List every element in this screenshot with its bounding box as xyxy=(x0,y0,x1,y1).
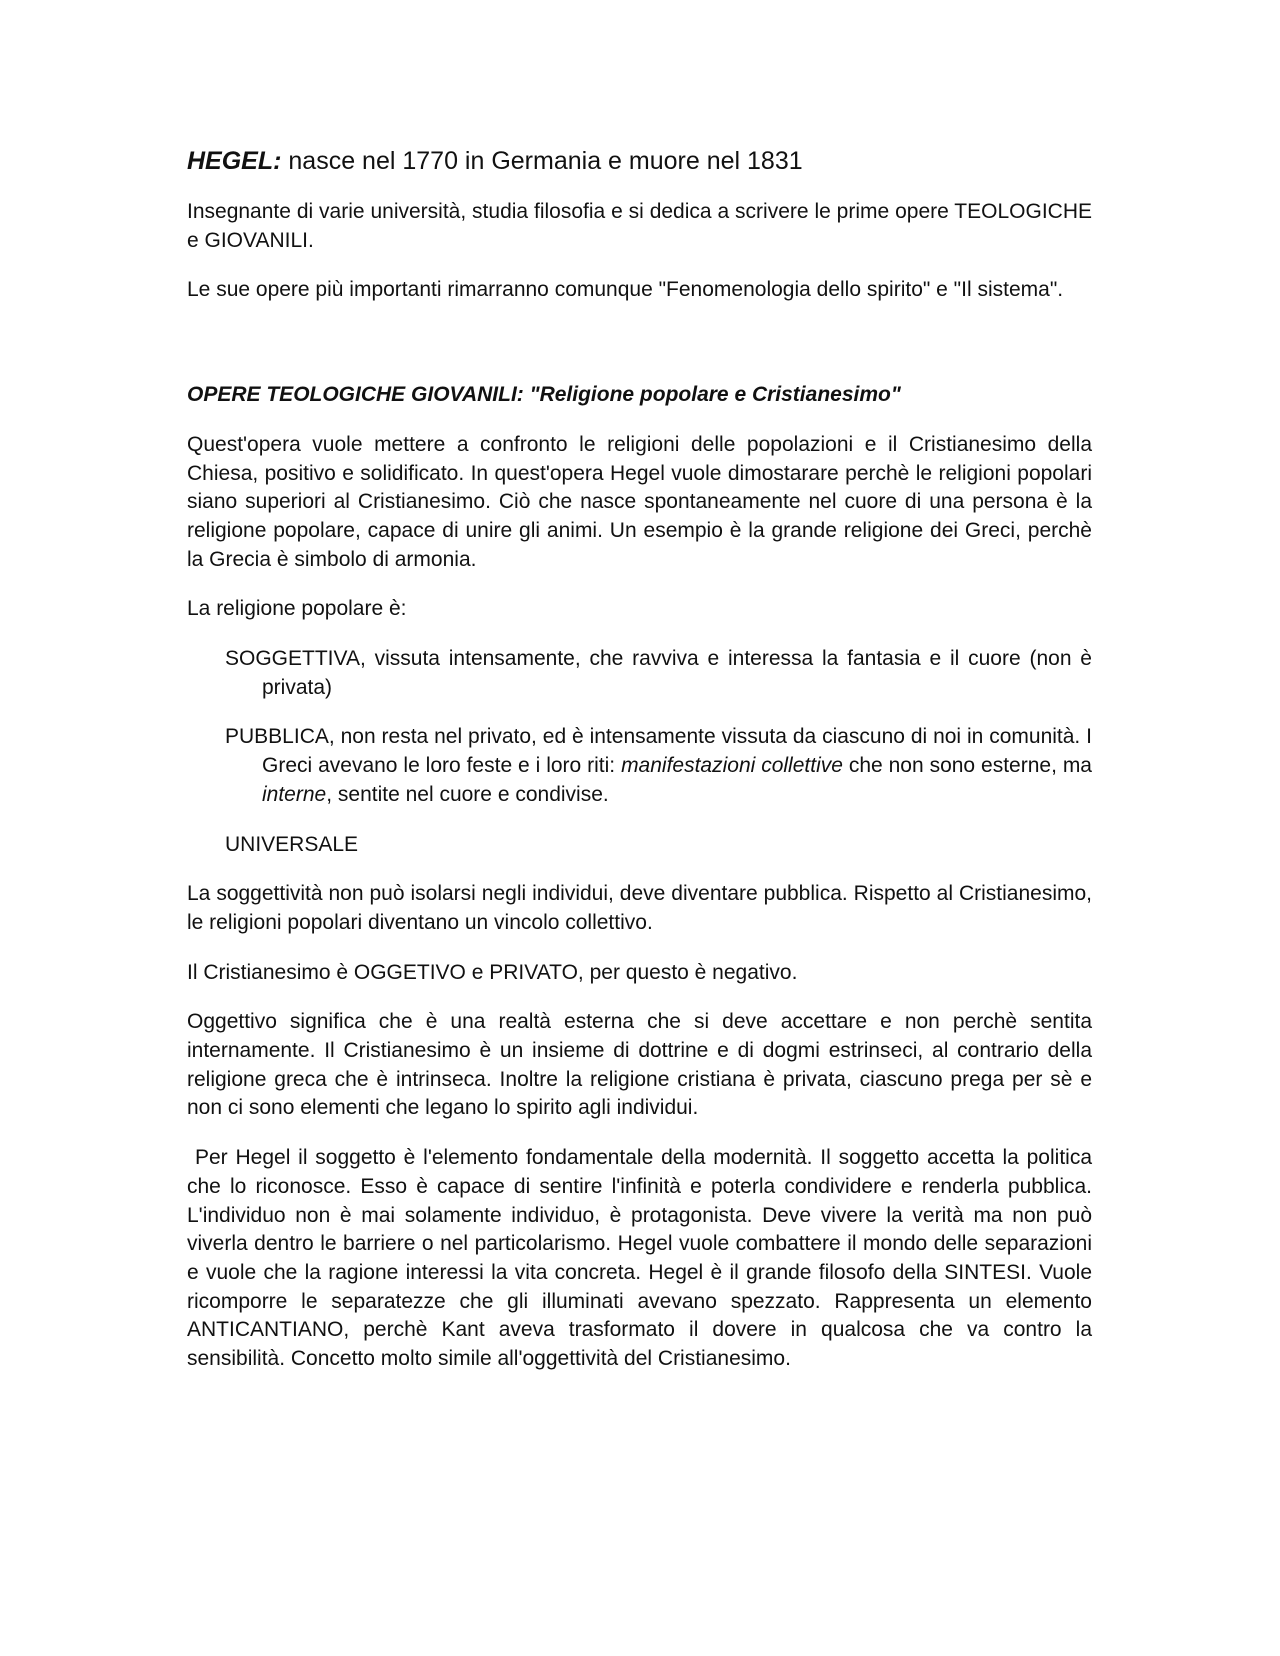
title-name: HEGEL: xyxy=(187,147,282,175)
paragraph-comparison: Quest'opera vuole mettere a confronto le religioni delle popolazioni e il Cristianesimo della Chiesa, positivo e solidificato. In quest'opera Hegel vuole dimostarare perchè le religioni popolari siano superiori al Cristianesimo. Ciò che nasce spontaneamente nel cuore di una persona è la religione popolare, capace di unire gli animi. Un esempio è la grande religione dei Greci, perchè la Grecia è simbolo di armonia. xyxy=(187,432,1092,571)
list-item-universale: UNIVERSALE xyxy=(225,832,359,856)
paragraph-works: Le sue opere più importanti rimarranno comunque "Fenomenologia dello spirito" e "Il sistema". xyxy=(187,278,1064,302)
paragraph-christianity: Il Cristianesimo è OGGETIVO e PRIVATO, per questo è negativo. xyxy=(187,960,798,984)
list-item-pubblica-emphasis-2: interne xyxy=(262,782,327,806)
list-item-pubblica-emphasis-1: manifestazioni collettive xyxy=(621,754,843,778)
list-item-pubblica-text-b: che non sono esterne, ma xyxy=(842,754,1092,778)
section-heading: OPERE TEOLOGICHE GIOVANILI: "Religione popolare e Cristianesimo" xyxy=(187,383,901,407)
paragraph-intro: Insegnante di varie università, studia filosofia e si dedica a scrivere le prime opere TEOLOGICHE e GIOVANILI. xyxy=(187,200,1092,252)
paragraph-subject: Per Hegel il soggetto è l'elemento fondamentale della modernità. Il soggetto accetta la politica che lo riconosce. Esso è capace di sentire l'infinità e poterla condividere e renderla pubblica. L'individuo non è mai solamente individuo, è protagonista. Deve vivere la verità ma non può viverla dentro le barriere o nel particolarismo. Hegel vuole combattere il mondo delle separazioni e vuole che la ragione interessi la vita concreta. Hegel è il grande filosofo della SINTESI. Vuole ricomporre le separatezze che gli illuminati avevano spezzato. Rappresenta un elemento ANTICANTIANO, perchè Kant aveva trasformato il dovere in qualcosa che va contro la sensibilità. Concetto molto simile all'oggettività del Cristianesimo. xyxy=(187,1146,1092,1371)
list-item-pubblica xyxy=(225,723,1092,809)
document-page xyxy=(187,144,1092,1374)
list-item-soggettiva: SOGGETTIVA, vissuta intensamente, che ravviva e interessa la fantasia e il cuore (non è privata) xyxy=(225,647,1092,699)
paragraph-subjectivity: La soggettività non può isolarsi negli individui, deve diventare pubblica. Rispetto al Cristianesimo, le religioni popolari diventano un vincolo collettivo. xyxy=(187,882,1092,934)
paragraph-list-intro: La religione popolare è: xyxy=(187,597,407,621)
list-item-pubblica-text-c: , sentite nel cuore e condivise. xyxy=(326,782,609,806)
paragraph-objective: Oggettivo significa che è una realtà esterna che si deve accettare e non perchè sentita internamente. Il Cristianesimo è un insieme di dottrine e di dogmi estrinseci, al contrario della religione greca che è intrinseca. Inoltre la religione cristiana è privata, ciascuno prega per sè e non ci sono elementi che legano lo spirito agli individui. xyxy=(187,1010,1092,1120)
title-subtitle: nasce nel 1770 in Germania e muore nel 1831 xyxy=(281,147,803,175)
document-title xyxy=(187,144,1092,178)
list-item-pubblica-text-a: PUBBLICA, non resta nel privato, ed è intensamente vissuta da ciascuno di noi in comunità. I Greci avevano le loro feste e i loro riti: xyxy=(225,725,1092,778)
